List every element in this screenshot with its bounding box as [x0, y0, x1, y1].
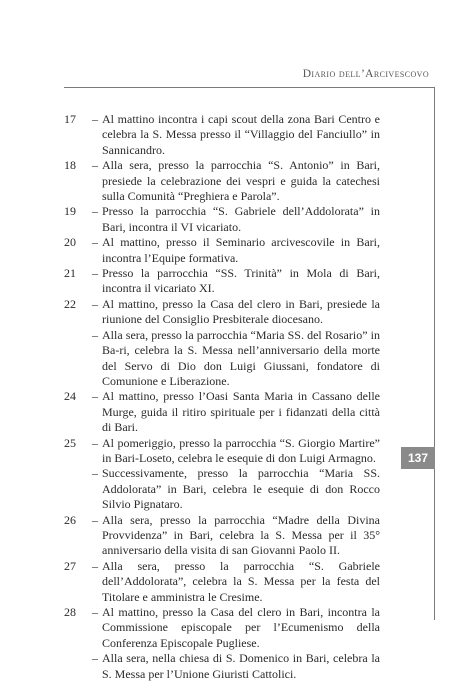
entry-day: 22: [64, 296, 76, 311]
entry-dash: –: [92, 466, 98, 481]
entry-text: Alla sera, presso la parrocchia “S. Antonio” in Bari, presiede la celebrazione dei vespri e guida la catechesi sulla Comunità “Preghiera e Parola”.: [102, 158, 380, 204]
entry-dash: –: [92, 435, 98, 450]
page-number-box: [401, 447, 435, 469]
diary-entry: [64, 605, 380, 651]
diary-entry: [64, 235, 380, 266]
diary-entry: [64, 112, 380, 158]
entry-text: Successivamente, presso la parrocchia “Maria SS. Addolorata” in Bari, celebra le esequie di don Rocco Silvio Pignataro.: [102, 466, 380, 512]
entry-dash: –: [92, 651, 98, 666]
entry-day: 20: [64, 235, 76, 250]
entry-day: 17: [64, 112, 76, 126]
entry-day: 28: [64, 605, 76, 619]
diary-entry: [64, 651, 380, 682]
entry-day: 18: [64, 158, 76, 173]
entry-dash: –: [92, 327, 98, 342]
page-number: 137: [407, 451, 429, 465]
entry-dash: –: [92, 266, 98, 281]
margin-rule: [434, 87, 435, 620]
diary-entry: [64, 328, 380, 390]
entry-text: Presso la parrocchia “S. Gabriele dell’Addolorata” in Bari, incontra il VI vicariato.: [102, 204, 380, 234]
entry-dash: –: [92, 158, 98, 173]
diary-entry: [64, 297, 380, 328]
entry-day: 21: [64, 266, 76, 281]
entry-text: Alla sera, presso la parrocchia “Madre della Divina Provvidenza” in Bari, celebra la S. Messa per il 35° anniversario della visita di san Giovanni Paolo II.: [102, 512, 380, 558]
entry-text: Al mattino, presso l’Oasi Santa Maria in Cassano delle Murge, guida il ritiro spirituale per i fidanzati della città di Bari.: [102, 389, 380, 435]
diary-entry: [64, 204, 380, 235]
diary-entry: [64, 389, 380, 435]
diary-entry: [64, 436, 380, 467]
entry-text: Al mattino, presso il Seminario arcivescovile in Bari, incontra l’Equipe formativa.: [102, 235, 380, 265]
diary-entries: [64, 112, 380, 682]
entry-dash: –: [92, 296, 98, 311]
entry-text: Alla sera, presso la parrocchia “Maria SS. del Rosario” in Ba-ri, celebra la S. Messa nell’anniversario della morte del Servo di Dio don Luigi Giussani, fondatore di Comunione e Liberazione.: [102, 327, 380, 388]
entry-dash: –: [92, 389, 98, 404]
diary-entry: [64, 513, 380, 559]
entry-text: Al pomeriggio, presso la parrocchia “S. Giorgio Martire” in Bari-Loseto, celebra le esequie di don Luigi Armagno.: [102, 435, 380, 465]
entry-text: Alla sera, presso la parrocchia “S. Gabriele dell’Addolorata”, celebra la S. Messa per la festa del Titolare e amministra le Cresime.: [102, 558, 380, 604]
entry-text: Al mattino, presso la Casa del clero in Bari, presiede la riunione del Consiglio Presbiterale diocesano.: [102, 296, 380, 327]
entry-dash: –: [92, 558, 98, 573]
diary-entry: [64, 559, 380, 605]
header-rule: [64, 87, 435, 88]
entry-day: 24: [64, 389, 76, 404]
entry-text: Alla sera, nella chiesa di S. Domenico in Bari, celebra la S. Messa per l’Unione Giuristi Cattolici.: [102, 651, 380, 681]
entry-day: 27: [64, 558, 76, 573]
diary-entry: [64, 158, 380, 204]
entry-text: Al mattino incontra i capi scout della zona Bari Centro e celebra la S. Messa presso il “Villaggio del Fanciullo” in Sannicandro.: [102, 112, 380, 157]
entry-day: 19: [64, 204, 76, 219]
entry-text: Presso la parrocchia “SS. Trinità” in Mola di Bari, incontra il vicariato XI.: [102, 266, 380, 296]
running-header: Diario dell’Arcivescovo: [302, 68, 429, 80]
entry-dash: –: [92, 112, 98, 126]
diary-entry: [64, 466, 380, 512]
entry-dash: –: [92, 235, 98, 250]
entry-text: Al mattino, presso la Casa del clero in Bari, incontra la Commissione episcopale per l’Ecumenismo della Conferenza Episcopale Pugliese.: [102, 605, 380, 650]
entry-dash: –: [92, 512, 98, 527]
entry-dash: –: [92, 204, 98, 219]
entry-dash: –: [92, 605, 98, 619]
entry-day: 25: [64, 435, 76, 450]
entry-day: 26: [64, 512, 76, 527]
diary-entry: [64, 266, 380, 297]
